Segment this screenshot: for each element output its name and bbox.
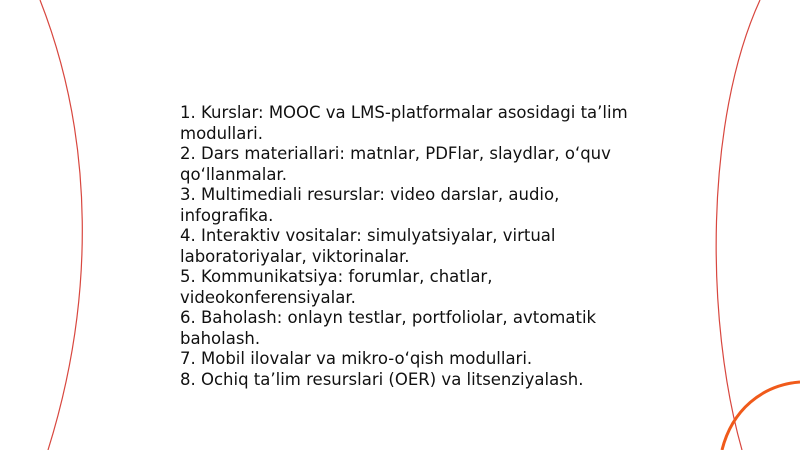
list-item: 4. Interaktiv vositalar: simulyatsiyalar, virtual laboratoriyalar, viktorinalar. [180, 226, 556, 266]
content-text [180, 103, 640, 390]
list-item: 1. Kurslar: MOOC va LMS-platformalar asosidagi ta’lim modullari. [180, 103, 628, 143]
list-item: 2. Dars materiallari: matnlar, PDFlar, slaydlar, o‘quv qo‘llanmalar. [180, 144, 611, 184]
left-decorative-curve [40, 0, 82, 450]
right-decorative-curve [716, 0, 760, 450]
list-item: 7. Mobil ilovalar va mikro-o‘qish modullari. [180, 349, 533, 368]
list-item: 5. Kommunikatsiya: forumlar, chatlar, videokonferensiyalar. [180, 267, 493, 307]
list-item: 3. Multimediali resurslar: video darslar, audio, infografika. [180, 185, 560, 225]
resource-list [180, 103, 640, 390]
list-item: 6. Baholash: onlayn testlar, portfoliolar, avtomatik baholash. [180, 308, 597, 348]
list-item: 8. Ochiq ta’lim resurslari (OER) va litsenziyalash. [180, 369, 584, 389]
